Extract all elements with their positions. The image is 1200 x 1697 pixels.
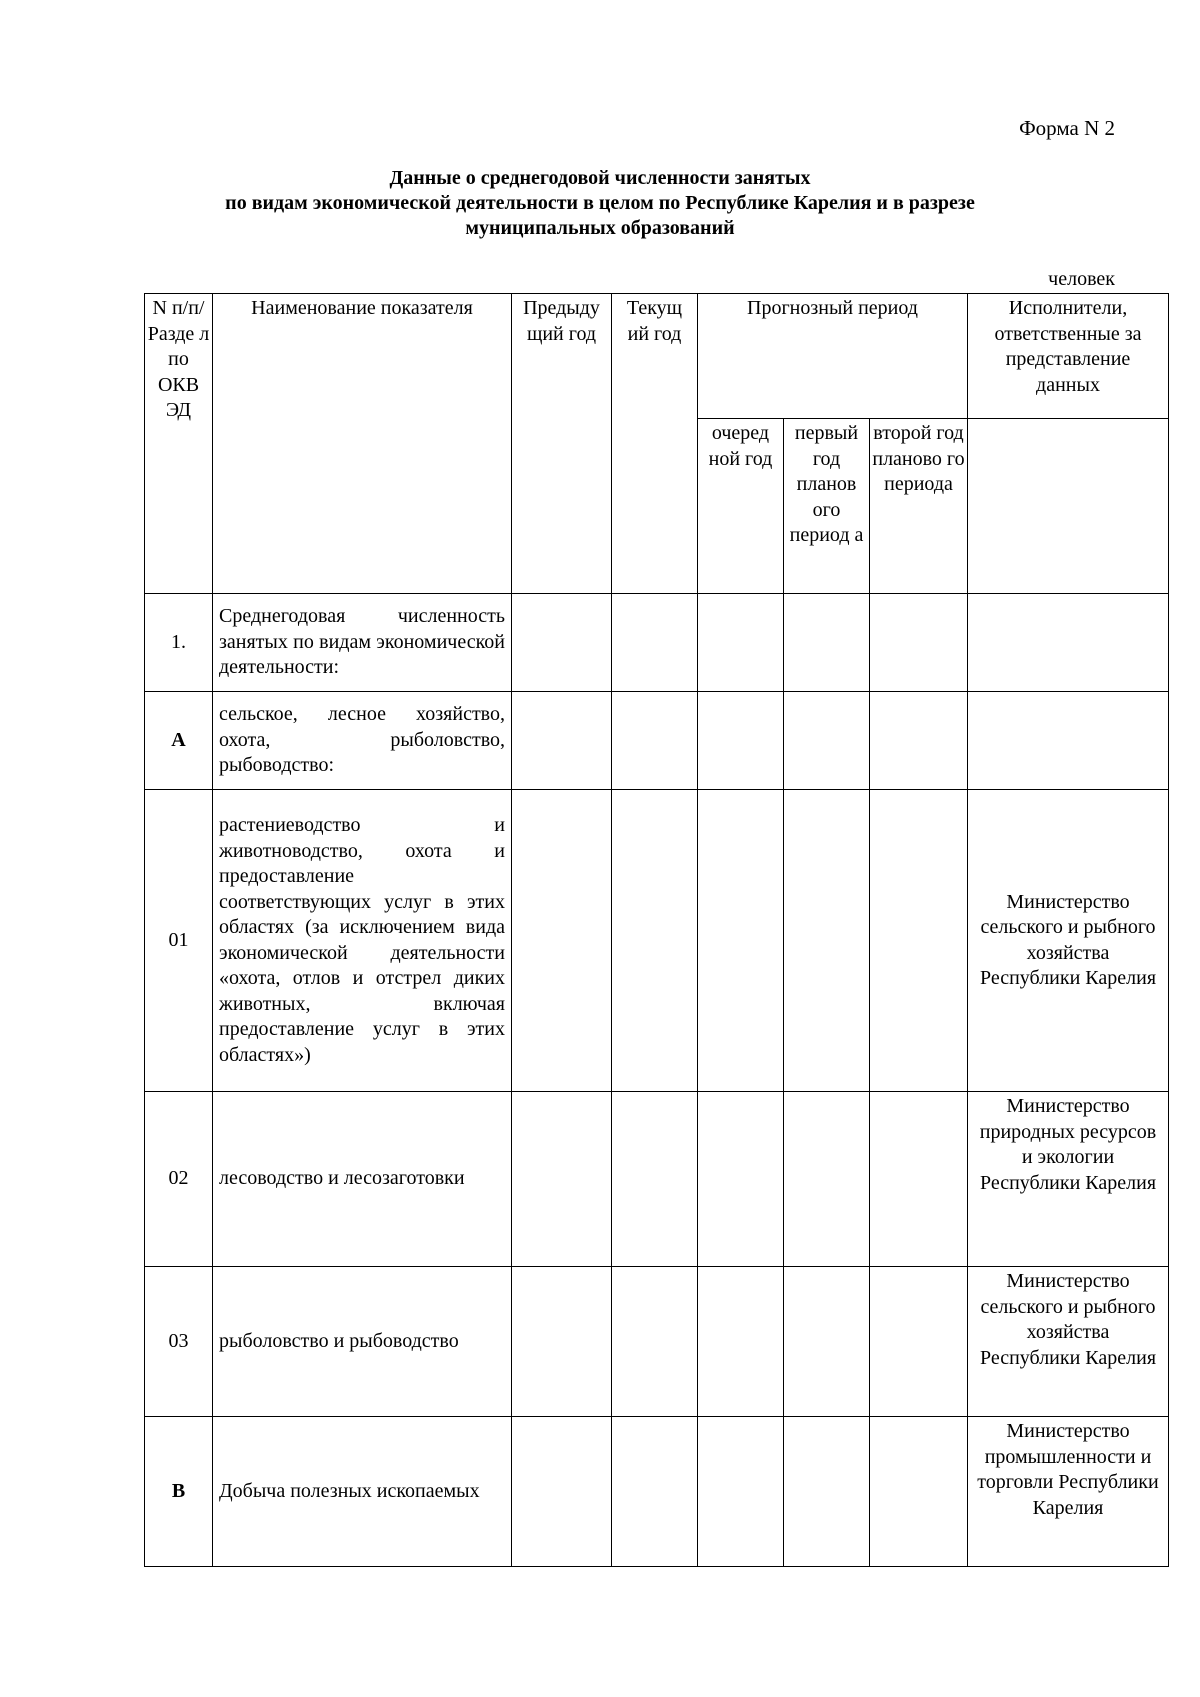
- employment-table: [144, 293, 1169, 1567]
- row-indicator: Среднегодовая численность занятых по видам экономической деятельности:: [213, 594, 512, 692]
- row-executor: [968, 594, 1169, 692]
- cell-next-year[interactable]: [698, 1417, 784, 1567]
- cell-previous-year[interactable]: [512, 692, 612, 790]
- table-row: [145, 790, 1169, 1092]
- cell-next-year[interactable]: [698, 790, 784, 1092]
- table-row: [145, 1092, 1169, 1267]
- cell-first-planned-year[interactable]: [784, 1092, 870, 1267]
- cell-next-year[interactable]: [698, 1092, 784, 1267]
- row-executor: [968, 692, 1169, 790]
- cell-second-planned-year[interactable]: [870, 1267, 968, 1417]
- cell-previous-year[interactable]: [512, 594, 612, 692]
- row-executor: Министерство сельского и рыбного хозяйства Республики Карелия: [968, 790, 1169, 1092]
- cell-first-planned-year[interactable]: [784, 594, 870, 692]
- row-executor: Министерство промышленности и торговли Республики Карелия: [968, 1417, 1169, 1567]
- cell-current-year[interactable]: [612, 1092, 698, 1267]
- header-number: N п/п/ Разде л по ОКВ ЭД: [145, 294, 213, 594]
- cell-next-year[interactable]: [698, 1267, 784, 1417]
- cell-current-year[interactable]: [612, 1267, 698, 1417]
- unit-label: человек: [1048, 268, 1115, 290]
- row-number: 02: [145, 1092, 213, 1267]
- cell-previous-year[interactable]: [512, 1417, 612, 1567]
- row-number: 1.: [145, 594, 213, 692]
- cell-previous-year[interactable]: [512, 1092, 612, 1267]
- cell-second-planned-year[interactable]: [870, 790, 968, 1092]
- table-row: [145, 1417, 1169, 1567]
- cell-first-planned-year[interactable]: [784, 1267, 870, 1417]
- title-line-2: по видам экономической деятельности в целом по Республике Карелия и в разрезе: [225, 192, 975, 214]
- row-number: 01: [145, 790, 213, 1092]
- cell-previous-year[interactable]: [512, 1267, 612, 1417]
- header-forecast-period: Прогнозный период: [698, 294, 968, 419]
- cell-second-planned-year[interactable]: [870, 594, 968, 692]
- row-number: 03: [145, 1267, 213, 1417]
- row-executor: Министерство сельского и рыбного хозяйства Республики Карелия: [968, 1267, 1169, 1417]
- cell-first-planned-year[interactable]: [784, 1417, 870, 1567]
- header-first-planned-year: первый год планов ого период а: [784, 419, 870, 594]
- cell-current-year[interactable]: [612, 790, 698, 1092]
- title-line-3: муниципальных образований: [465, 217, 735, 239]
- header-current-year: Текущ ий год: [612, 294, 698, 594]
- row-indicator: Добыча полезных ископаемых: [213, 1417, 512, 1567]
- row-executor: Министерство природных ресурсов и экологии Республики Карелия: [968, 1092, 1169, 1267]
- document-title: [0, 166, 1200, 241]
- row-section-code: A: [145, 692, 213, 790]
- row-indicator: сельское, лесное хозяйство, охота, рыболовство, рыбоводство:: [213, 692, 512, 790]
- table-row: [145, 1267, 1169, 1417]
- row-indicator: растениеводство и животноводство, охота и предоставление соответствующих услуг в этих областях (за исключением вида экономической деятельности «охота, отлов и отстрел диких животных, включая предоставление услуг в этих областях»): [213, 790, 512, 1092]
- header-executors: Исполнители, ответственные за представление данных: [968, 294, 1169, 419]
- cell-second-planned-year[interactable]: [870, 1092, 968, 1267]
- row-indicator: рыболовство и рыбоводство: [213, 1267, 512, 1417]
- cell-next-year[interactable]: [698, 692, 784, 790]
- cell-second-planned-year[interactable]: [870, 692, 968, 790]
- form-number: Форма N 2: [1019, 116, 1115, 140]
- header-next-year: очеред ной год: [698, 419, 784, 594]
- header-second-planned-year: второй год планово го периода: [870, 419, 968, 594]
- cell-first-planned-year[interactable]: [784, 692, 870, 790]
- header-executors-blank: [968, 419, 1169, 594]
- cell-previous-year[interactable]: [512, 790, 612, 1092]
- cell-current-year[interactable]: [612, 1417, 698, 1567]
- cell-current-year[interactable]: [612, 594, 698, 692]
- header-previous-year: Предыду щий год: [512, 294, 612, 594]
- cell-second-planned-year[interactable]: [870, 1417, 968, 1567]
- cell-first-planned-year[interactable]: [784, 790, 870, 1092]
- table-row: [145, 692, 1169, 790]
- cell-current-year[interactable]: [612, 692, 698, 790]
- row-indicator: лесоводство и лесозаготовки: [213, 1092, 512, 1267]
- table-row: [145, 594, 1169, 692]
- cell-next-year[interactable]: [698, 594, 784, 692]
- header-indicator-name: Наименование показателя: [213, 294, 512, 594]
- title-line-1: Данные о среднегодовой численности занятых: [389, 167, 811, 189]
- row-section-code: B: [145, 1417, 213, 1567]
